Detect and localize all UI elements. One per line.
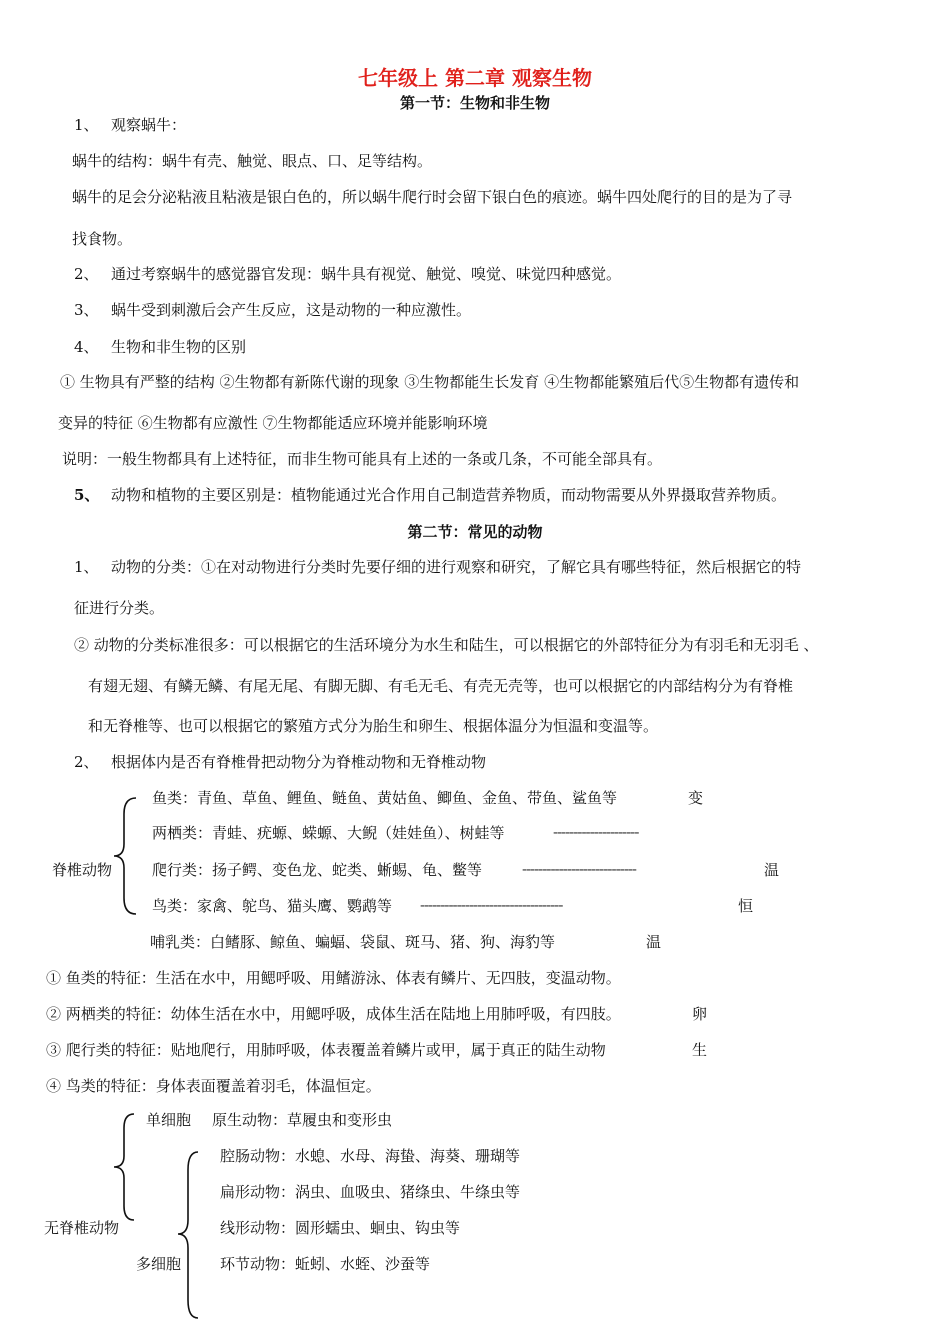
s1-item-3: 蜗牛受到刺激后会产生反应，这是动物的一种应激性。 [111, 301, 472, 319]
s2-item-1-num: 1、 [74, 558, 99, 576]
s1-line-note: 说明：一般生物都具有上述特征，而非生物可能具有上述的一条或几条，不可能全部具有。 [62, 450, 663, 468]
group-mammal: 哺乳类：白鳍豚、鲸鱼、蝙蝠、袋鼠、斑马、猪、狗、海豹等 [150, 933, 556, 951]
s1-item-5-num: 5、 [74, 486, 100, 504]
group-reptile: 爬行类：扬子鳄、变色龙、蛇类、蜥蜴、龟、鳖等 [152, 861, 483, 879]
multicellular-item-1: 腔肠动物：水螅、水母、海蛰、海葵、珊瑚等 [220, 1147, 521, 1165]
s2-line-3: ② 动物的分类标准很多：可以根据它的生活环境分为水生和陆生，可以根据它的外部特征分为有羽毛和无羽毛 、 [74, 636, 819, 654]
dash-line: ---------------------------- [522, 860, 636, 878]
s2-line-4: 有翅无翅、有鳞无鳞、有尾无尾、有脚无脚、有毛无毛、有壳无壳等，也可以根据它的内部结构分为有脊椎 [88, 677, 794, 695]
s2-item-1: 动物的分类：①在对动物进行分类时先要仔细的进行观察和研究，了解它具有哪些特征，然后根据它的特 [111, 558, 802, 576]
unicellular-label: 单细胞 [146, 1111, 192, 1129]
feature-fish: ① 鱼类的特征：生活在水中，用鳃呼吸、用鳍游泳、体表有鳞片、无四肢，变温动物。 [46, 969, 621, 987]
vertebrate-brace [112, 796, 142, 916]
s1-line-3: 蜗牛的足会分泌粘液且粘液是银白色的，所以蜗牛爬行时会留下银白色的痕迹。蜗牛四处爬行的目的是为了寻 [72, 188, 793, 206]
side-char-luan: 卵 [692, 1005, 708, 1023]
invertebrate-label: 无脊椎动物 [44, 1219, 120, 1237]
feature-amphibian: ② 两栖类的特征：幼体生活在水中，用鳃呼吸，成体生活在陆地上用肺呼吸，有四肢。 [46, 1005, 621, 1023]
s1-item-1: 观察蜗牛： [111, 116, 187, 134]
s2-item-2: 根据体内是否有脊椎骨把动物分为脊椎动物和无脊椎动物 [111, 753, 487, 771]
side-char-wen: 温 [764, 861, 780, 879]
side-char-heng: 恒 [738, 897, 754, 915]
feature-bird: ④ 鸟类的特征：身体表面覆盖着羽毛，体温恒定。 [46, 1077, 381, 1095]
vertebrate-label: 脊椎动物 [52, 861, 113, 879]
group-fish: 鱼类：青鱼、草鱼、鲤鱼、鲢鱼、黄姑鱼、鲫鱼、金鱼、带鱼、鲨鱼等 [152, 789, 618, 807]
multicellular-item-3: 线形动物：圆形蠕虫、蛔虫、钩虫等 [220, 1219, 461, 1237]
feature-reptile: ③ 爬行类的特征：贴地爬行，用肺呼吸，体表覆盖着鳞片或甲，属于真正的陆生动物 [46, 1041, 606, 1059]
s1-line-characteristics: ① 生物具有严整的结构 ②生物都有新陈代谢的现象 ③生物都能生长发育 ④生物都能繁殖后代⑤生物都有遗传和 [60, 373, 800, 391]
s1-item-2: 通过考察蜗牛的感觉器官发现：蜗牛具有视觉、触觉、嗅觉、味觉四种感觉。 [111, 265, 622, 283]
invertebrate-brace [112, 1112, 138, 1222]
multicellular-item-4: 环节动物：蚯蚓、水蛭、沙蚕等 [220, 1255, 431, 1273]
dash-line: ----------------------------------- [420, 896, 563, 914]
section2-heading: 第二节：常见的动物 [407, 523, 543, 541]
section1-heading: 第一节：生物和非生物 [399, 94, 550, 112]
s1-item-4-num: 4、 [74, 338, 99, 356]
group-amphibian: 两栖类：青蛙、疣螈、蝾螈、大鲵（娃娃鱼）、树蛙等 [152, 824, 505, 842]
page-title: 七年级上 第二章 观察生物 [358, 66, 592, 90]
side-char-sheng: 生 [692, 1041, 708, 1059]
s1-item-5: 动物和植物的主要区别是：植物能通过光合作用自己制造营养物质，而动物需要从外界摄取营养物质。 [111, 486, 787, 504]
s1-item-1-num: 1、 [74, 116, 99, 134]
s2-line-5: 和无脊椎等、也可以根据它的繁殖方式分为胎生和卵生、根据体温分为恒温和变温等。 [88, 717, 659, 735]
s1-line-characteristics-2: 变异的特征 ⑥生物都有应激性 ⑦生物都能适应环境并能影响环境 [58, 414, 488, 432]
side-char-wen-2: 温 [646, 933, 662, 951]
s1-line-4: 找食物。 [72, 230, 133, 248]
s2-item-2-num: 2、 [74, 753, 99, 771]
unicellular-item: 原生动物：草履虫和变形虫 [212, 1111, 393, 1129]
s1-item-3-num: 3、 [74, 301, 99, 319]
multicellular-item-2: 扁形动物：涡虫、血吸虫、猪绦虫、牛绦虫等 [220, 1183, 521, 1201]
side-char-bian: 变 [688, 789, 704, 807]
s1-item-4: 生物和非生物的区别 [111, 338, 247, 356]
multicellular-label: 多细胞 [136, 1255, 182, 1273]
s2-line-2: 征进行分类。 [74, 599, 165, 617]
s1-item-2-num: 2、 [74, 265, 99, 283]
multicellular-brace [176, 1150, 202, 1320]
s1-line-2: 蜗牛的结构：蜗牛有壳、触觉、眼点、口、足等结构。 [72, 152, 433, 170]
dash-line: --------------------- [553, 823, 639, 841]
group-bird: 鸟类：家禽、鸵鸟、猫头鹰、鹦鹉等 [152, 897, 393, 915]
